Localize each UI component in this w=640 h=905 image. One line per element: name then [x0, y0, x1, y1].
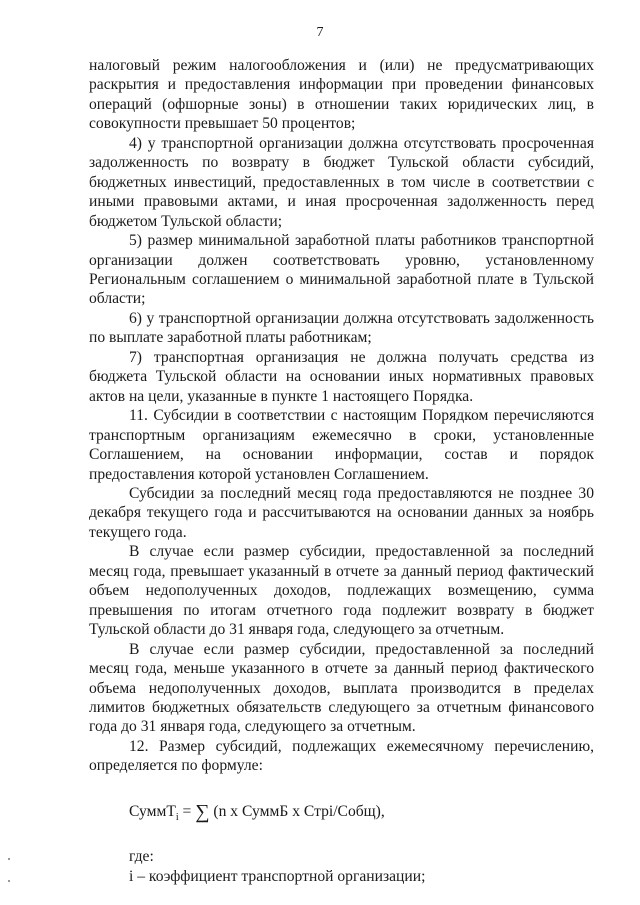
paragraph-section-12: 12. Размер субсидий, подлежащих ежемесячному перечислению, определяется по формуле: — [89, 737, 594, 775]
margin-speck — [8, 880, 10, 882]
paragraph-item-6: 6) у транспортной организации должна отсутствовать задолженность по выплате заработной платы работникам; — [89, 309, 594, 347]
paragraph-shortfall-payment: В случае если размер субсидии, предоставленной за последний месяц года, меньше указанного в отчете за данный период фактического объема недополученных доходов, выплата производится в пределах лимитов бюджетных обязательств следующего за отчетным финансового года до 31 января года, следующего за отчетным. — [89, 640, 594, 736]
page-number: 7 — [316, 25, 324, 40]
formula-lhs-subscript: i — [175, 811, 179, 823]
document-body — [89, 56, 594, 886]
paragraph-item-7: 7) транспортная организация не должна получать средства из бюджета Тульской области на основании иных нормативных правовых актов на цели, указанные в пункте 1 настоящего Порядка. — [89, 348, 594, 405]
formula-equals: = — [178, 802, 196, 820]
where-label: где: — [129, 848, 154, 866]
paragraph-december-deadline: Субсидии за последний месяц года предоставляются не позднее 30 декабря текущего года и рассчитываются на основании данных за ноябрь текущего года. — [89, 484, 594, 541]
paragraph-continuation: налоговый режим налогообложения и (или) не предусматривающих раскрытия и предоставления информации при проведении финансовых операций (офшорные зоны) в отношении таких юридических лиц, в совокупности превышает 50 процентов; — [89, 57, 594, 133]
paragraph-excess-return: В случае если размер субсидии, предоставленной за последний месяц года, превышает указанный в отчете за данный период фактический объем недополученных доходов, подлежащих возмещению, сумма превышения по итогам отчетного года подлежит возврату в бюджет Тульской области до 31 января года, следующего за отчетным. — [89, 543, 594, 639]
paragraph-item-4: 4) у транспортной организации должна отсутствовать просроченная задолженность по возврату в бюджет Тульской области субсидий, бюджетных инвестиций, предоставленных в том числе в соответствии с иными правовыми актами, и иная просроченная задолженность перед бюджетом Тульской области; — [89, 134, 594, 230]
sigma-symbol: ∑ — [195, 800, 210, 823]
formula-rhs: (n x СуммБ x Стрi/Собщ), — [209, 802, 385, 820]
formula-lhs: СуммТ — [129, 802, 176, 820]
margin-speck — [8, 858, 10, 860]
paragraph-item-5: 5) размер минимальной заработной платы работников транспортной организации должен соответствовать уровню, установленному Региональным соглашением о минимальной заработной плате в Тульской области; — [89, 232, 594, 308]
paragraph-section-11: 11. Субсидии в соответствии с настоящим Порядком перечисляются транспортным организациям ежемесячно в сроки, установленные Соглашением, на основании информации, состав и порядок предоставления которой установлен Соглашением. — [89, 407, 594, 483]
formula — [89, 802, 594, 828]
definition-i: i – коэффициент транспортной организации; — [129, 867, 426, 885]
